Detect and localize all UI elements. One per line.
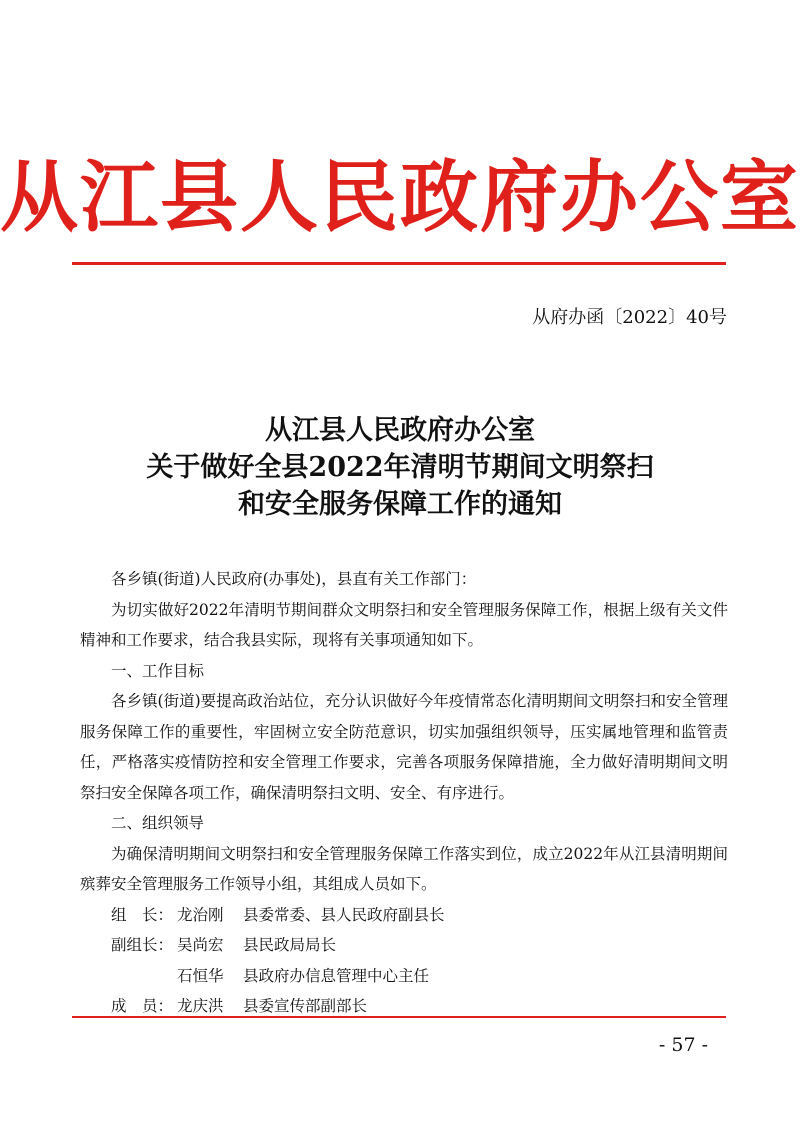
member-name: 龙庆洪	[177, 997, 224, 1015]
title-line-2: 关于做好全县2022年清明节期间文明祭扫	[146, 452, 654, 483]
section-1-heading: 一、工作目标	[111, 661, 205, 680]
member-role: 组 长：	[111, 905, 174, 924]
member-role: 成 员：	[111, 997, 174, 1015]
salutation: 各乡镇(街道)人民政府(办事处)，县直有关工作部门：	[111, 570, 477, 588]
section-1-paragraph: 各乡镇(街道)要提高政治站位，充分认识做好今年疫情常态化清明期间文明祭扫和安全管理服务保障工作的重要性，牢固树立安全防范意识，切实加强组织领导，压实属地管理和监管责任，严格落实疫情防控和安全管理工作要求，完善各项服务保障措施，全力做好清明期间文明祭扫安全保障各项工作，确保清明祭扫文明、安全、有序进行。	[80, 692, 728, 802]
member-name: 龙治刚	[177, 905, 224, 924]
member-row	[80, 961, 728, 992]
member-title: 县政府办信息管理中心主任	[243, 966, 430, 985]
member-role: 副组长：	[111, 936, 174, 954]
member-name: 石恒华	[177, 966, 224, 985]
document-title	[0, 412, 800, 523]
member-row	[80, 930, 728, 961]
page-number: - 57 -	[658, 1034, 708, 1056]
member-title: 县委宣传部副部长	[243, 997, 368, 1015]
member-row	[80, 900, 728, 931]
member-role	[111, 961, 177, 992]
section-2-heading: 二、组织领导	[111, 814, 205, 832]
title-line-1: 从江县人民政府办公室	[265, 415, 535, 446]
member-title: 县委常委、县人民政府副县长	[243, 905, 445, 924]
document-body	[80, 564, 728, 1022]
member-title: 县民政局局长	[243, 936, 337, 954]
title-line-3: 和安全服务保障工作的通知	[238, 489, 562, 520]
footer-red-rule	[72, 1016, 726, 1018]
document-number: 从府办函〔2022〕40号	[532, 307, 727, 328]
issuer-header: 从江县人民政府办公室	[0, 152, 800, 243]
intro-paragraph: 为切实做好2022年清明节期间群众文明祭扫和安全管理服务保障工作，根据上级有关文件精神和工作要求，结合我县实际，现将有关事项通知如下。	[80, 600, 728, 649]
header-red-rule	[72, 262, 726, 265]
member-name: 吴尚宏	[177, 936, 224, 954]
section-2-paragraph: 为确保清明期间文明祭扫和安全管理服务保障工作落实到位，成立2022年从江县清明期间殡葬安全管理服务工作领导小组，其组成人员如下。	[80, 844, 728, 893]
